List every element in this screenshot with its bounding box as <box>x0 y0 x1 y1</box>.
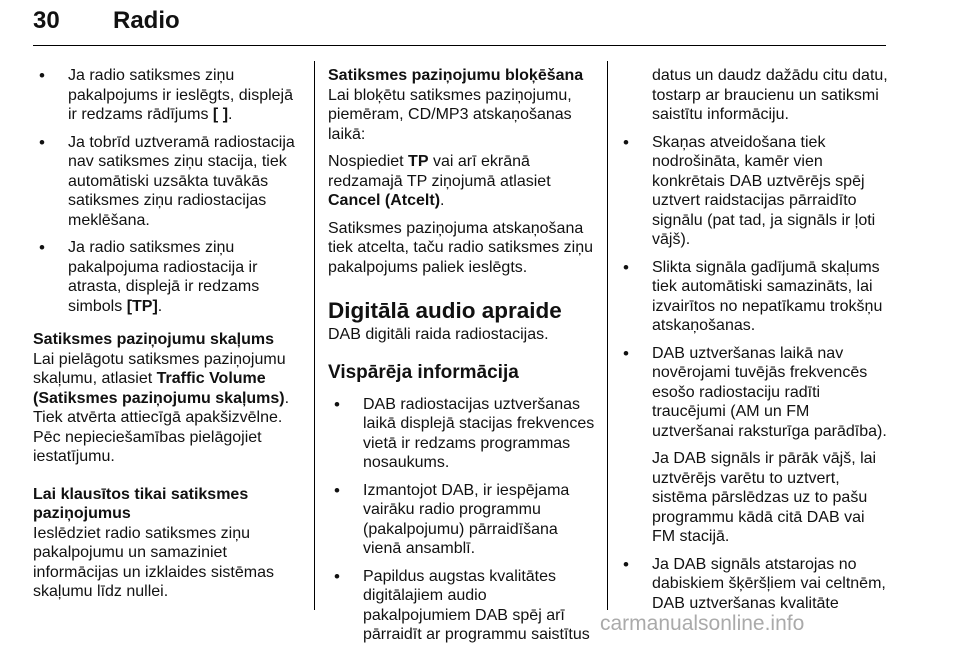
heading-block-traffic: Satiksmes paziņojumu bloķēšana <box>328 67 584 84</box>
list-item: • Slikta signāla gadījumā skaļums tiek automātiski samazināts, lai izvairītos no nepatīkamu trokšņu atskaņošanas. <box>617 258 897 336</box>
column-divider-1 <box>314 61 315 610</box>
heading-general-info: Vispārēja informācija <box>328 361 519 383</box>
list-item: • DAB uztveršanas laikā nav novērojami tuvējās frekvencēs esošo radiostaciju radīti traucējumi (AM un FM uztveršanai raksturīga parādība). Ja DAB signāls ir pārāk vājš, lai uztvērējs varētu to uztvert, sistēma pārslēdzas uz to pašu programmu kādā citā DAB vai FM stacijā. <box>617 344 897 547</box>
column-divider-2 <box>607 61 608 610</box>
list-item: • Ja DAB signāls atstarojas no dabiskiem šķēršļiem vai celtnēm, DAB uztveršanas kvalitāte <box>617 555 897 614</box>
press-paragraph: Nospiediet TP vai arī ekrānā redzamajā TP ziņojumā atlasiet Cancel (Atcelt). <box>328 153 551 209</box>
heading-only-traffic: Lai klausītos tikai satiksmes paziņojumus <box>33 485 249 522</box>
page-number: 30 <box>33 7 60 34</box>
list-item: • Papildus augstas kvalitātes digitālajiem audio pakalpojumiem DAB spēj arī pārraidīt ar programmu saistītus <box>328 567 598 645</box>
list-item: • Ja radio satiksmes ziņu pakalpojums ir ieslēgts, displejā ir redzams rādījums [ ]. <box>33 66 303 125</box>
volume-paragraph: Lai pielāgotu satiksmes paziņojumu skaļumu, atlasiet Traffic Volume (Satiksmes paziņojumu skaļums). Tiek atvērta attiecīgā apakšizvēlne. Pēc nepieciešamības pielāgojiet iestatījumu. <box>33 350 290 465</box>
dab-bullet-list <box>328 395 598 645</box>
dab-intro: DAB digitāli raida radiostacijas. <box>328 326 549 343</box>
column-3 <box>617 66 897 621</box>
block-paragraph: Lai bloķētu satiksmes paziņojumu, piemēram, CD/MP3 atskaņošanas laikā: <box>328 86 572 143</box>
list-item: • Skaņas atveidošana tiek nodrošināta, kamēr vien konkrētais DAB uztvērējs spēj uztvert raidstacijas pārraidīto signālu (pat tad, ja signāls ir ļoti vājš). <box>617 133 897 250</box>
list-item: • Izmantojot DAB, ir iespējama vairāku radio programmu (pakalpojumu) pārraidīšana vienā ansamblī. <box>328 481 598 559</box>
header-rule <box>33 45 886 46</box>
column-2 <box>328 66 598 653</box>
section-title: Radio <box>113 7 180 34</box>
cancel-paragraph: Satiksmes paziņojuma atskaņošana tiek atcelta, taču radio satiksmes ziņu pakalpojums paliek ieslēgts. <box>328 219 594 276</box>
weak-signal-paragraph: Ja DAB signāls ir pārāk vājš, lai uztvērējs varētu to uztvert, sistēma pārslēdzas uz to pašu programmu kādā citā DAB vai FM stacijā. <box>652 450 877 545</box>
only-traffic-paragraph: Ieslēdziet radio satiksmes ziņu pakalpojumu un samaziniet informācijas un izklaides sistēmas skaļumu līdz nullei. <box>33 524 274 600</box>
list-item: • DAB radiostacijas uztveršanas laikā displejā stacijas frekvences vietā ir redzams programmas nosaukums. <box>328 395 598 473</box>
list-item: • Ja tobrīd uztveramā radiostacija nav satiksmes ziņu stacija, tiek automātiski uzsākta tuvākās satiksmes ziņu radiostacijas meklēšana. <box>33 133 303 231</box>
heading-traffic-volume: Satiksmes paziņojumu skaļums <box>33 331 274 348</box>
traffic-bullet-list <box>33 66 303 316</box>
watermark: carmanualsonline.info <box>600 612 805 635</box>
page-header <box>33 7 886 45</box>
heading-dab: Digitālā audio apraide <box>328 298 562 323</box>
continued-paragraph: datus un daudz dažādu citu datu, tostarp ar braucienu un satiksmi saistītu informāciju. <box>652 67 888 123</box>
column-1 <box>33 66 303 602</box>
dab-bullet-list-cont <box>617 133 897 614</box>
list-item: • Ja radio satiksmes ziņu pakalpojuma radiostacija ir atrasta, displejā ir redzams simbols [TP]. <box>33 238 303 316</box>
